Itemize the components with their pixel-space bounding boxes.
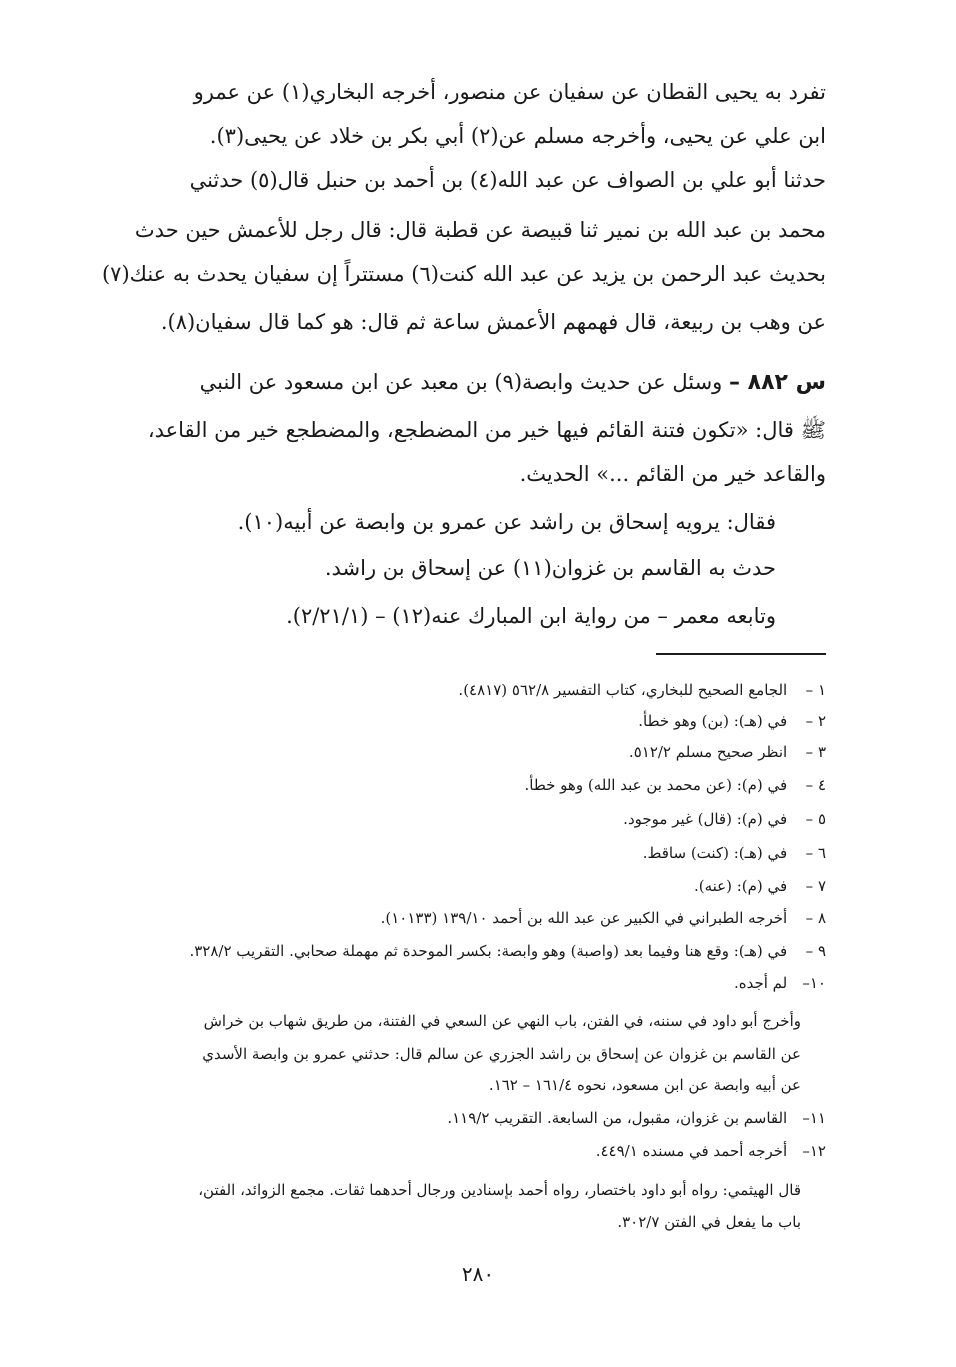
text-line: تفرد به يحيى القطان عن سفيان عن منصور، أخرجه البخاري(١) عن عمرو [193, 80, 826, 104]
page-number: ٢٨٠ [461, 1262, 495, 1286]
footnote: ٦ – في (هـ): (كنت) ساقط. [642, 844, 826, 862]
text-line: بحديث عبد الرحمن بن يزيد عن عبد الله كنت(٦) مستتراً إن سفيان يحدث به عنك(٧) [101, 262, 826, 286]
footnote-continuation: عن أبيه وابصة عن ابن مسعود، نحوه ١٦١/٤ – ١٦٢. [488, 1076, 801, 1094]
text-line: حدثنا أبو علي بن الصواف عن عبد الله(٤) بن أحمد بن حنبل قال(٥) حدثني [189, 168, 826, 192]
footnote: ١٢– أخرجه أحمد في مسنده ٤٤٩/١. [595, 1142, 826, 1160]
footnote-continuation: باب ما يفعل في الفتن ٣٠٢/٧. [617, 1213, 801, 1231]
text-line: عن وهب بن ربيعة، قال فهمهم الأعمش ساعة ثم قال: هو كما قال سفيان(٨). [160, 310, 826, 334]
footnote-continuation: وأخرج أبو داود في سننه، في الفتن، باب النهي عن السعي في الفتنة، من طريق شهاب بن خراش [203, 1012, 801, 1030]
question-number: س ٨٨٢ – [729, 370, 826, 395]
footnote: ١٠– لم أجده. [733, 974, 826, 992]
footnote-continuation: عن القاسم بن غزوان عن إسحاق بن راشد الجزري عن سالم قال: حدثني عمرو بن وابصة الأسدي [202, 1045, 801, 1063]
question-line: ﷺ قال: «تكون فتنة القائم فيها خير من المضطجع، والمضطجع خير من القاعد، [147, 418, 826, 442]
question-first-line [126, 360, 826, 405]
question-text: وسئل عن حديث وابصة(٩) بن معبد عن ابن مسعود عن النبي [199, 370, 723, 394]
footnote-continuation: قال الهيثمي: رواه أبو داود باختصار، رواه أحمد بإسنادين ورجال أحدهما ثقات. مجمع الزوائد، الفتن، [198, 1181, 801, 1199]
text-line: ابن علي عن يحيى، وأخرجه مسلم عن(٢) أبي بكر بن خلاد عن يحيى(٣). [209, 124, 826, 148]
footnote: ٥ – في (م): (قال) غير موجود. [623, 810, 826, 828]
footnote: ٧ – في (م): (عنه). [693, 877, 826, 895]
footnote: ٨ – أخرجه الطبراني في الكبير عن عبد الله بن أحمد ١٣٩/١٠ (١٠١٣٣). [380, 909, 826, 927]
footnote-separator [656, 653, 826, 655]
footnote: ١١– القاسم بن غزوان، مقبول، من السابعة. التقريب ١١٩/٢. [447, 1109, 826, 1127]
footnote: ٢ – في (هـ): (بن) وهو خطأ. [638, 712, 826, 730]
footnote: ٩ – في (هـ): وقع هنا وفيما بعد (واصبة) وهو وابصة: بكسر الموحدة ثم مهملة صحابي. التقريب ٣٢٨/٢. [189, 942, 826, 960]
answer-line: وتابعه معمر – من رواية ابن المبارك عنه(١٢) – (٢/٢١/١). [286, 604, 776, 628]
footnote: ٣ – انظر صحيح مسلم ٥١٢/٢. [628, 743, 826, 761]
answer-line: فقال: يرويه إسحاق بن راشد عن عمرو بن وابصة عن أبيه(١٠). [237, 510, 776, 534]
footnote: ١ – الجامع الصحيح للبخاري، كتاب التفسير ٥٦٢/٨ (٤٨١٧). [458, 681, 826, 699]
answer-line: حدث به القاسم بن غزوان(١١) عن إسحاق بن راشد. [324, 556, 776, 580]
text-line: محمد بن عبد الله بن نمير ثنا قبيصة عن قطبة قال: قال رجل للأعمش حين حدث [134, 218, 826, 242]
footnote: ٤ – في (م): (عن محمد بن عبد الله) وهو خطأ. [524, 776, 826, 794]
question-line: والقاعد خير من القائم ...» الحديث. [519, 462, 826, 486]
